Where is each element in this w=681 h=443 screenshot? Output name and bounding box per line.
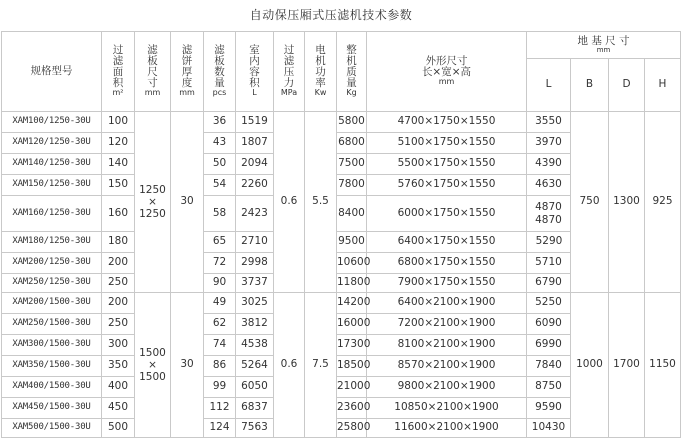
plate-count-cell: 54: [204, 175, 236, 196]
filter-area-cell: 160: [102, 196, 135, 232]
model-cell: XAM250/1250-30U: [2, 274, 102, 293]
header-model: 规格型号: [2, 32, 102, 112]
plate-count-cell: 90: [204, 274, 236, 293]
dimensions-cell: 11600×2100×1900: [367, 419, 527, 438]
dimensions-cell: 10850×2100×1900: [367, 398, 527, 419]
chamber-volume-cell: 1519: [236, 112, 274, 133]
foundation-l-cell: 5710: [527, 253, 571, 274]
dimensions-cell: 5760×1750×1550: [367, 175, 527, 196]
cake-thickness-cell: 30: [171, 293, 204, 438]
model-cell: XAM500/1500-30U: [2, 419, 102, 438]
filter-area-cell: 140: [102, 154, 135, 175]
model-cell: XAM160/1250-30U: [2, 196, 102, 232]
machine-weight-cell: 6800: [337, 133, 367, 154]
table-row: [2, 112, 681, 133]
foundation-l-value: 4870: [535, 213, 562, 226]
dimensions-cell: 7900×1750×1550: [367, 274, 527, 293]
header-filter-area: 过 滤 面 积 m²: [102, 32, 135, 112]
plate-count-cell: 99: [204, 377, 236, 398]
machine-weight-cell: 10600: [337, 253, 367, 274]
filter-area-cell: 120: [102, 133, 135, 154]
filter-pressure-cell: 0.6: [274, 112, 305, 293]
model-cell: XAM400/1500-30U: [2, 377, 102, 398]
model-cell: XAM350/1500-30U: [2, 356, 102, 377]
foundation-l-cell: 8750: [527, 377, 571, 398]
plate-size-line: 1250: [139, 183, 166, 196]
plate-count-cell: 62: [204, 314, 236, 335]
header-foundation: 地 基 尺 寸 mm: [527, 32, 681, 59]
filter-area-cell: 250: [102, 314, 135, 335]
machine-weight-cell: 9500: [337, 232, 367, 253]
plate-size-line: 1250: [139, 208, 166, 221]
dimensions-cell: 5100×1750×1550: [367, 133, 527, 154]
header-foundation-d: D: [609, 59, 645, 112]
foundation-l-cell: 10430: [527, 419, 571, 438]
filter-area-cell: 150: [102, 175, 135, 196]
plate-count-cell: 65: [204, 232, 236, 253]
plate-count-cell: 86: [204, 356, 236, 377]
chamber-volume-cell: 2710: [236, 232, 274, 253]
plate-count-cell: 74: [204, 335, 236, 356]
chamber-volume-cell: 3025: [236, 293, 274, 314]
model-cell: XAM120/1250-30U: [2, 133, 102, 154]
cake-thickness-cell: 30: [171, 112, 204, 293]
plate-size-line: ×: [148, 195, 157, 208]
foundation-h-cell: 925: [645, 112, 681, 293]
chamber-volume-cell: 1807: [236, 133, 274, 154]
plate-count-cell: 112: [204, 398, 236, 419]
plate-count-cell: 50: [204, 154, 236, 175]
chamber-volume-cell: 2094: [236, 154, 274, 175]
header-chamber-volume: 室 内 容 积 L: [236, 32, 274, 112]
dimensions-cell: 6400×2100×1900: [367, 293, 527, 314]
foundation-b-cell: 1000: [571, 293, 609, 438]
dimensions-cell: 9800×2100×1900: [367, 377, 527, 398]
header-foundation-l: L: [527, 59, 571, 112]
filter-pressure-cell: 0.6: [274, 293, 305, 438]
model-cell: XAM300/1500-30U: [2, 335, 102, 356]
machine-weight-cell: 7500: [337, 154, 367, 175]
chamber-volume-cell: 3812: [236, 314, 274, 335]
foundation-l-cell: 5250: [527, 293, 571, 314]
model-cell: XAM100/1250-30U: [2, 112, 102, 133]
machine-weight-cell: 11800: [337, 274, 367, 293]
machine-weight-cell: 17300: [337, 335, 367, 356]
plate-count-cell: 124: [204, 419, 236, 438]
plate-size-cell: [135, 293, 171, 438]
header-filter-pressure: 过 滤 压 力 MPa: [274, 32, 305, 112]
plate-count-cell: 49: [204, 293, 236, 314]
chamber-volume-cell: 6050: [236, 377, 274, 398]
chamber-volume-cell: 5264: [236, 356, 274, 377]
foundation-l-value: 4870: [535, 201, 562, 214]
chamber-volume-cell: 2998: [236, 253, 274, 274]
dimensions-cell: 6800×1750×1550: [367, 253, 527, 274]
model-cell: XAM250/1500-30U: [2, 314, 102, 335]
foundation-b-cell: 750: [571, 112, 609, 293]
chamber-volume-cell: 6837: [236, 398, 274, 419]
foundation-l-cell: [527, 196, 571, 232]
filter-area-cell: 300: [102, 335, 135, 356]
header-dimensions: 外形尺寸 长×宽×高 mm: [367, 32, 527, 112]
dimensions-cell: 4700×1750×1550: [367, 112, 527, 133]
foundation-l-cell: 6090: [527, 314, 571, 335]
dimensions-cell: 8570×2100×1900: [367, 356, 527, 377]
spec-table-body: [2, 112, 681, 438]
model-cell: XAM140/1250-30U: [2, 154, 102, 175]
plate-size-cell: [135, 112, 171, 293]
filter-area-cell: 350: [102, 356, 135, 377]
foundation-l-cell: 3550: [527, 112, 571, 133]
header-foundation-h: H: [645, 59, 681, 112]
filter-area-cell: 500: [102, 419, 135, 438]
plate-size-line: ×: [148, 358, 157, 371]
foundation-l-cell: 5290: [527, 232, 571, 253]
model-cell: XAM150/1250-30U: [2, 175, 102, 196]
model-cell: XAM180/1250-30U: [2, 232, 102, 253]
model-cell: XAM200/1250-30U: [2, 253, 102, 274]
motor-power-cell: 5.5: [305, 112, 337, 293]
foundation-d-cell: 1700: [609, 293, 645, 438]
header-machine-weight: 整 机 质 量 Kg: [337, 32, 367, 112]
filter-area-cell: 100: [102, 112, 135, 133]
dimensions-cell: 8100×2100×1900: [367, 335, 527, 356]
plate-size-line: 1500: [139, 371, 166, 384]
plate-size-line: 1500: [139, 346, 166, 359]
plate-count-cell: 72: [204, 253, 236, 274]
foundation-l-cell: 3970: [527, 133, 571, 154]
machine-weight-cell: 8400: [337, 196, 367, 232]
header-motor-power: 电 机 功 率 Kw: [305, 32, 337, 112]
page-title: 自动保压厢式压滤机技术参数: [249, 8, 413, 22]
chamber-volume-cell: 3737: [236, 274, 274, 293]
table-row: [2, 293, 681, 314]
chamber-volume-cell: 7563: [236, 419, 274, 438]
motor-power-cell: 7.5: [305, 293, 337, 438]
machine-weight-cell: 7800: [337, 175, 367, 196]
machine-weight-cell: 14200: [337, 293, 367, 314]
spec-table: [1, 31, 681, 438]
foundation-l-cell: 6790: [527, 274, 571, 293]
foundation-l-cell: 6990: [527, 335, 571, 356]
foundation-l-cell: 4630: [527, 175, 571, 196]
plate-count-cell: 58: [204, 196, 236, 232]
foundation-l-cell: 4390: [527, 154, 571, 175]
chamber-volume-cell: 4538: [236, 335, 274, 356]
filter-area-cell: 250: [102, 274, 135, 293]
model-cell: XAM200/1500-30U: [2, 293, 102, 314]
header-cake-thickness: 滤 饼 厚 度 mm: [171, 32, 204, 112]
filter-area-cell: 180: [102, 232, 135, 253]
foundation-l-cell: 7840: [527, 356, 571, 377]
foundation-l-cell: 9590: [527, 398, 571, 419]
filter-area-cell: 200: [102, 253, 135, 274]
chamber-volume-cell: 2423: [236, 196, 274, 232]
plate-count-cell: 36: [204, 112, 236, 133]
filter-area-cell: 450: [102, 398, 135, 419]
foundation-h-cell: 1150: [645, 293, 681, 438]
machine-weight-cell: 21000: [337, 377, 367, 398]
filter-area-cell: 200: [102, 293, 135, 314]
chamber-volume-cell: 2260: [236, 175, 274, 196]
machine-weight-cell: 23600: [337, 398, 367, 419]
machine-weight-cell: 16000: [337, 314, 367, 335]
plate-count-cell: 43: [204, 133, 236, 154]
filter-area-cell: 400: [102, 377, 135, 398]
header-foundation-b: B: [571, 59, 609, 112]
machine-weight-cell: 5800: [337, 112, 367, 133]
header-plate-count: 滤 板 数 量 pcs: [204, 32, 236, 112]
dimensions-cell: 7200×2100×1900: [367, 314, 527, 335]
foundation-d-cell: 1300: [609, 112, 645, 293]
header-plate-size: 滤 板 尺 寸 mm: [135, 32, 171, 112]
dimensions-cell: 6400×1750×1550: [367, 232, 527, 253]
machine-weight-cell: 25800: [337, 419, 367, 438]
machine-weight-cell: 18500: [337, 356, 367, 377]
dimensions-cell: 6000×1750×1550: [367, 196, 527, 232]
model-cell: XAM450/1500-30U: [2, 398, 102, 419]
dimensions-cell: 5500×1750×1550: [367, 154, 527, 175]
